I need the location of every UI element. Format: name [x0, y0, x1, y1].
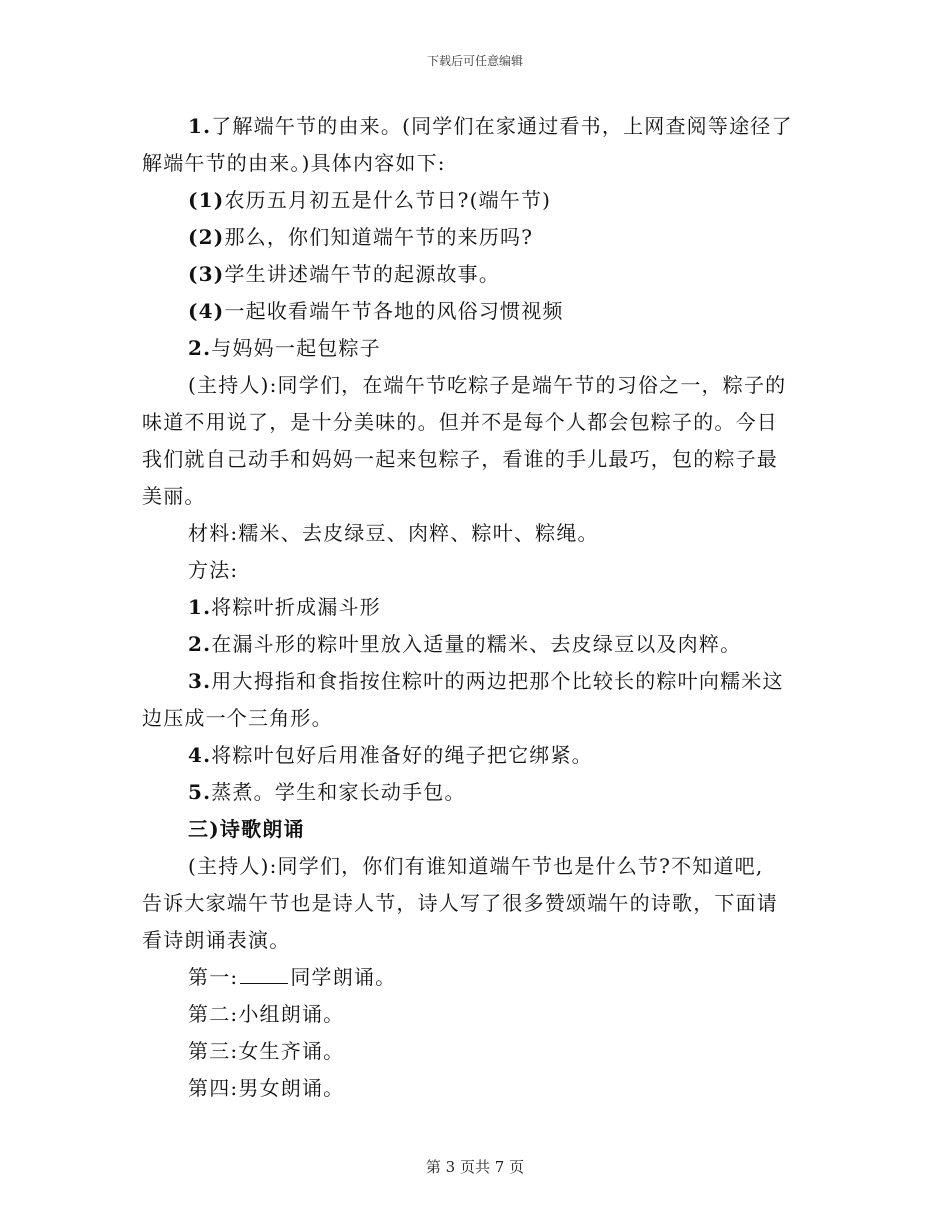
question-number: (2): [188, 225, 225, 249]
item-number: 1.: [188, 114, 212, 138]
recital-1: [142, 959, 812, 996]
question-4: [142, 293, 812, 330]
question-text: 农历五月初五是什么节日?(端午节): [224, 188, 552, 212]
step-3-line-1: [142, 663, 812, 700]
paragraph-2: [142, 330, 812, 367]
step-text: 在漏斗形的粽叶里放入适量的糯米、去皮绿豆以及肉粹。: [211, 632, 742, 656]
host-speech-2-line-3: 看诗朗诵表演。: [142, 928, 291, 952]
question-text: 一起收看端午节各地的风俗习惯视频: [224, 299, 564, 323]
recital-2: 第二:小组朗诵。: [188, 1002, 345, 1026]
step-text: 将粽叶折成漏斗形: [211, 595, 381, 619]
step-number: 5.: [188, 780, 212, 804]
step-number: 2.: [188, 632, 212, 656]
paragraph-1-line-1: [142, 108, 812, 145]
recital-suffix: 同学朗诵。: [290, 965, 397, 989]
method-label: 方法:: [188, 558, 239, 582]
host-speech-1-line-2: 味道不用说了，是十分美味的。但并不是每个人都会包粽子的。今日: [142, 410, 778, 434]
materials-line: 材料:糯米、去皮绿豆、肉粹、粽叶、粽绳。: [188, 521, 599, 545]
step-text: 将粽叶包好后用准备好的绳子把它绑紧。: [211, 743, 593, 767]
paragraph-text: 与妈妈一起包粽子: [211, 336, 381, 360]
host-speech-1-line-1: (主持人):同学们，在端午节吃粽子是端午节的习俗之一，粽子的: [188, 373, 787, 397]
step-number: 1.: [188, 595, 212, 619]
section-heading-poetry: 三)诗歌朗诵: [188, 817, 305, 841]
recital-prefix: 第一:: [188, 965, 239, 989]
step-text: 蒸煮。学生和家长动手包。: [211, 780, 466, 804]
step-3-line-2: 边压成一个三角形。: [142, 706, 333, 730]
blank-underline: [240, 963, 288, 984]
step-text: 用大拇指和食指按住粽叶的两边把那个比较长的粽叶向糯米这: [211, 669, 784, 693]
host-speech-1-line-3: 我们就自己动手和妈妈一起来包粽子，看谁的手儿最巧，包的粽子最: [142, 447, 778, 471]
host-speech-2-line-1: (主持人):同学们，你们有谁知道端午节也是什么节?不知道吧,: [188, 854, 764, 878]
question-number: (3): [188, 262, 225, 286]
paragraph-1-line-2: 解端午节的由来。)具体内容如下:: [142, 151, 446, 175]
step-4: [142, 737, 812, 774]
step-5: [142, 774, 812, 811]
paragraph-text: 了解端午节的由来。(同学们在家通过看书，上网查阅等途径了: [211, 114, 793, 138]
page-header: 下载后可任意编辑: [426, 54, 523, 68]
question-3: [142, 256, 812, 293]
step-number: 4.: [188, 743, 212, 767]
page-number-footer: 第 3 页共 7 页: [425, 1158, 525, 1176]
step-1: [142, 589, 812, 626]
question-number: (4): [188, 299, 225, 323]
document-body: [142, 108, 812, 1107]
question-text: 学生讲述端午节的起源故事。: [224, 262, 501, 286]
question-2: [142, 219, 812, 256]
recital-4: 第四:男女朗诵。: [188, 1076, 345, 1100]
host-speech-1-line-4: 美丽。: [142, 484, 206, 508]
host-speech-2-line-2: 告诉大家端午节也是诗人节，诗人写了很多赞颂端午的诗歌，下面请: [142, 891, 778, 915]
question-text: 那么，你们知道端午节的来历吗?: [224, 225, 534, 249]
question-number: (1): [188, 188, 225, 212]
item-number: 2.: [188, 336, 212, 360]
question-1: [142, 182, 812, 219]
recital-3: 第三:女生齐诵。: [188, 1039, 345, 1063]
step-2: [142, 626, 812, 663]
step-number: 3.: [188, 669, 212, 693]
